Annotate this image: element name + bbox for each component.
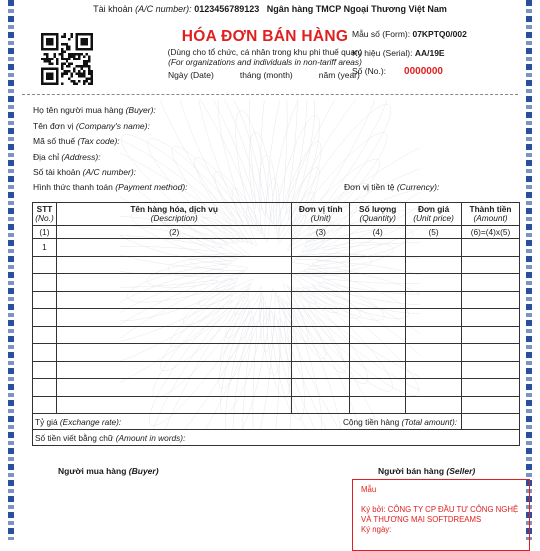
col-header-description: Tên hàng hóa, dịch vụ (Description) xyxy=(56,203,291,226)
currency-field: Đơn vị tiền tệ (Currency): xyxy=(344,182,440,192)
buyer-field: Họ tên người mua hàng (Buyer): xyxy=(33,105,156,115)
tax-code-field: Mã số thuế (Tax code): xyxy=(33,136,120,146)
col-header-amount: Thành tiền (Amount) xyxy=(462,203,520,226)
company-name-field: Tên đơn vị (Company's name): xyxy=(33,121,150,131)
invoice-title: HÓA ĐƠN BÁN HÀNG xyxy=(181,28,349,45)
bank-account-line: Tài khoản (A/C number): 0123456789123 Ngân hàng TMCP Ngoại Thương Việt Nam xyxy=(93,4,447,14)
table-row xyxy=(33,291,520,309)
decorative-border-right xyxy=(526,0,532,540)
digital-signature-stamp xyxy=(352,479,530,551)
account-number-field: Số tài khoản (A/C number): xyxy=(33,167,137,177)
column-number-row: (1) (2) (3) (4) (5) (6)=(4)x(5) xyxy=(33,226,520,239)
row-number: 1 xyxy=(33,239,57,257)
stamp-title: Mẫu xyxy=(361,485,377,494)
table-row xyxy=(33,309,520,327)
address-field: Địa chỉ (Address): xyxy=(33,152,101,162)
table-row xyxy=(33,274,520,292)
table-row xyxy=(33,326,520,344)
qr-code-icon xyxy=(41,33,93,85)
serial-number: Ký hiệu (Serial): AA/19E xyxy=(352,48,445,58)
table-row xyxy=(33,239,520,257)
payment-method-field: Hình thức thanh toán (Payment method): xyxy=(33,182,188,192)
table-row xyxy=(33,344,520,362)
table-row xyxy=(33,361,520,379)
amount-in-words-row: Số tiền viết bằng chữ (Amount in words): xyxy=(33,430,520,446)
stamp-body: Ký bởi: CÔNG TY CP ĐẦU TƯ CÔNG NGHỆ VÀ THƯƠNG MẠI SOFTDREAMS Ký ngày: xyxy=(361,505,519,534)
header-divider xyxy=(22,94,518,95)
table-row xyxy=(33,379,520,397)
col-header-quantity: Số lượng (Quantity) xyxy=(350,203,406,226)
table-header-row xyxy=(33,203,520,226)
col-header-unit: Đơn vị tính (Unit) xyxy=(292,203,350,226)
col-header-unit-price: Đơn giá (Unit price) xyxy=(406,203,462,226)
items-table xyxy=(32,202,520,446)
table-row xyxy=(33,396,520,414)
col-header-no: STT (No.) xyxy=(33,203,57,226)
form-number: Mẫu số (Form): 07KPTQ0/002 xyxy=(352,29,467,39)
invoice-number: Số (No.): 0000000 xyxy=(352,66,443,77)
total-row: Tỷ giá (Exchange rate): Cộng tiền hàng (Total amount): xyxy=(33,414,520,430)
seller-signature-label: Người bán hàng (Seller) xyxy=(378,466,476,476)
table-row xyxy=(33,256,520,274)
buyer-signature-label: Người mua hàng (Buyer) xyxy=(58,466,159,476)
invoice-subtitle-vi: (Dùng cho tổ chức, cá nhân trong khu phi thuế quan) xyxy=(167,47,363,57)
invoice-subtitle-en: (For organizations and individuals in non-tariff areas) xyxy=(168,57,362,67)
decorative-border-left xyxy=(8,0,14,540)
invoice-date-line: Ngày (Date) tháng (month) năm (year) xyxy=(168,70,360,80)
